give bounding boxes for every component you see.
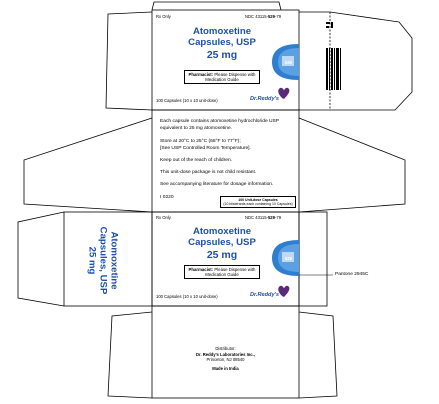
side-drug-name-1: Atomoxetine — [108, 231, 120, 290]
made-in: Made in India — [212, 366, 239, 371]
front-ndc-prefix: NDC 43115- — [245, 215, 268, 220]
info-note-line-2: (10 blisterards each containing 10 Capsules) — [223, 201, 293, 206]
right-side-panel — [299, 212, 327, 306]
left-dust-flap — [106, 12, 152, 110]
info-line-5: Keep out of the reach of children. — [160, 158, 233, 163]
barcode-marks — [326, 22, 333, 28]
top-ndc-suffix: -79 — [274, 14, 282, 19]
top-count: 100 Capsules (10 x 10 unit-dose) — [156, 98, 218, 103]
info-note-line-1: 100 Unit-dose Capsules — [238, 197, 278, 202]
top-strength: 25 mg — [206, 49, 238, 61]
front-pharmacist-box — [184, 265, 260, 279]
front-pharmacist-label: Pharmacist: — [188, 267, 214, 272]
front-brand: Dr.Reddy's — [250, 292, 279, 298]
info-line-2: equivalent to 25 mg atomoxetine. — [160, 126, 233, 131]
top-drug-name-1: Atomoxetine — [192, 26, 252, 37]
info-code: I 0220 — [160, 195, 174, 200]
top-pharmacist-box — [184, 70, 260, 84]
barcode — [326, 48, 341, 90]
front-capsule-imprint: 529 — [285, 256, 292, 261]
top-tuck-flap — [152, 2, 281, 10]
top-drug-name-2: Capsules, USP — [188, 37, 256, 48]
front-ndc-suffix: -79 — [274, 215, 282, 220]
right-dust-flap — [299, 12, 412, 110]
info-note-box — [220, 196, 296, 208]
front-drug-name-1: Atomoxetine — [192, 226, 252, 237]
front-heart-logo — [278, 286, 289, 297]
top-ndc-prefix: NDC 43115- — [245, 14, 268, 19]
top-ndc — [245, 14, 281, 19]
top-pharmacist-text: Please Dispense with — [214, 72, 256, 77]
info-line-4: [See USP Controlled Room Temperature]. — [160, 146, 251, 151]
info-line-1: Each capsule contains atomoxetine hydrochloride USP — [160, 119, 280, 124]
front-count: 100 Capsules (10 x 10 unit-dose) — [156, 294, 218, 299]
front-rx-only: Rx Only — [156, 215, 171, 220]
front-pharmacist-text: Please Dispense with — [214, 267, 256, 272]
distributor-label: Distributor: — [215, 346, 236, 351]
left-mid-flap — [24, 118, 152, 212]
bottom-left-flap — [108, 312, 152, 398]
top-ndc-bold: 529 — [267, 14, 275, 19]
distributor-name: Dr. Reddy's Laboratories Inc., — [196, 352, 255, 357]
info-line-3: Store at 20°C to 25°C (68°F to 77°F); — [160, 139, 241, 144]
top-capsule-imprint: 529 — [285, 60, 292, 65]
pantone-callout: Pantone 2945C — [335, 272, 369, 277]
top-brand: Dr.Reddy's — [250, 96, 279, 102]
top-heart-logo — [278, 88, 289, 99]
top-pharmacist-text2: Medication Guide — [205, 77, 239, 83]
side-strength: 25 mg — [86, 246, 98, 275]
top-rx-only: Rx Only — [156, 14, 171, 19]
right-mid-flap — [299, 118, 405, 212]
front-pharmacist-text2: Medication Guide — [205, 272, 239, 278]
side-drug-name-2: Capsules, USP — [97, 226, 109, 295]
front-ndc-bold: 529 — [267, 215, 275, 220]
front-drug-name-2: Capsules, USP — [188, 237, 256, 248]
glue-flap — [18, 212, 64, 306]
front-ndc — [245, 215, 281, 220]
top-pharmacist-label: Pharmacist: — [188, 72, 214, 77]
distributor-city: Princeton, NJ 08540 — [206, 357, 245, 362]
info-line-6: This unit-dose package is not child resistant. — [160, 170, 257, 175]
info-line-7: See accompanying literature for dosage information. — [160, 182, 274, 187]
front-strength: 25 mg — [206, 249, 238, 261]
bottom-right-flap — [299, 312, 337, 398]
